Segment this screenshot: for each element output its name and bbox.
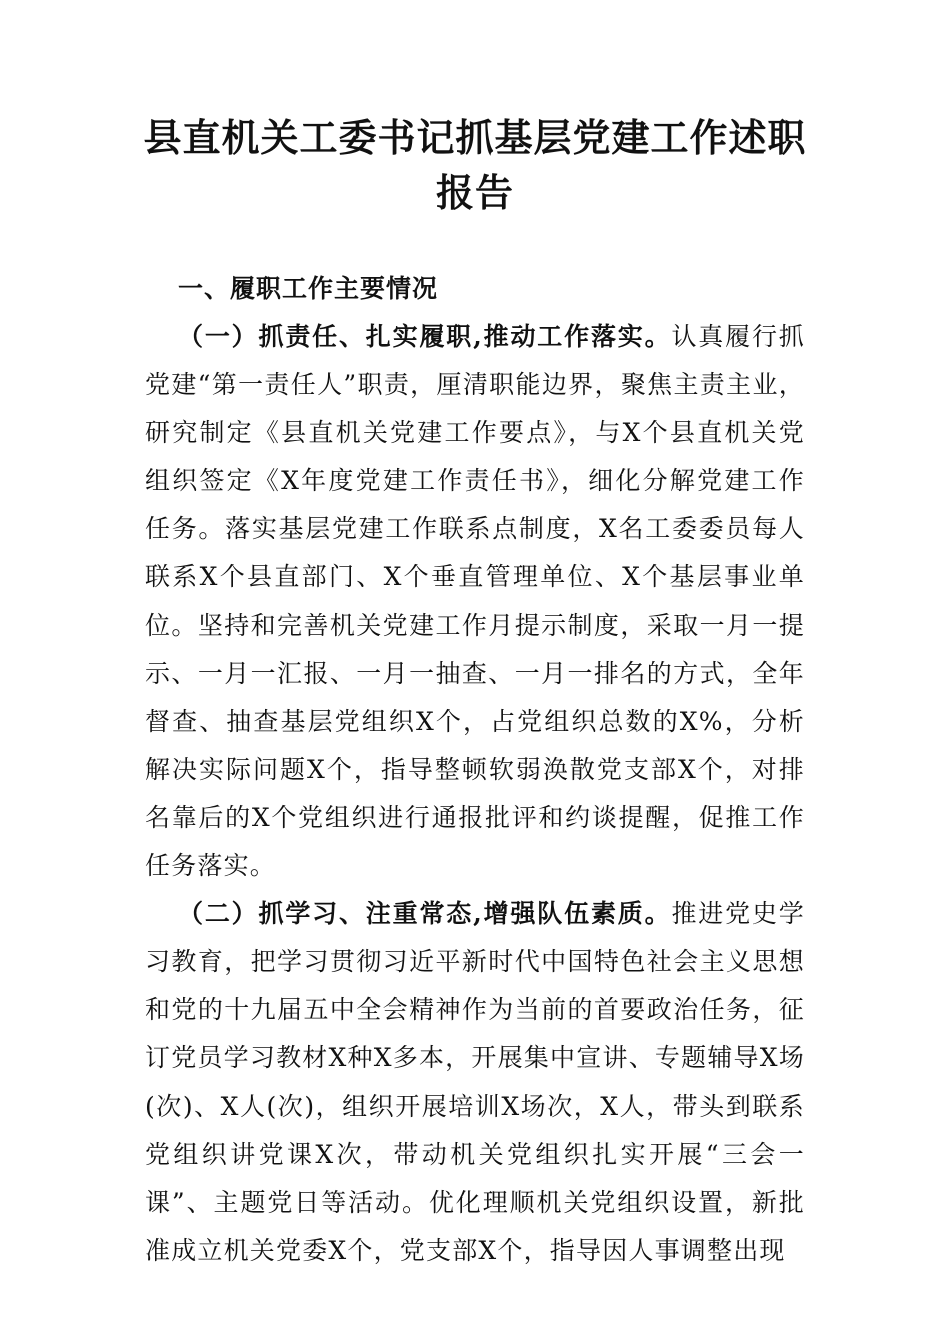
paragraph-2-text: 推进党史学习教育，把学习贯彻习近平新时代中国特色社会主义思想和党的十九届五中全会精神作为当前的首要政治任务，征订党员学习教材X种X多本，开展集中宣讲、专题辅导X场(次)、X人(次)，组织开展培训X场次，X人，带头到联系党组织讲党课X次，带动机关党组织扎实开展“三会一课”、主题党日等活动。优化理顺机关党组织设置，新批准成立机关党委X个，党支部X个，指导因人事调整出现 — [145, 899, 805, 1265]
paragraph-2 — [145, 890, 805, 1275]
paragraph-1 — [145, 313, 805, 890]
paragraph-2-lead: （二）抓学习、注重常态,增强队伍素质。 — [178, 899, 672, 929]
document-title: 县直机关工委书记抓基层党建工作述职报告 — [143, 115, 807, 215]
paragraph-1-text: 认真履行抓党建“第一责任人”职责，厘清职能边界，聚焦主责主业，研究制定《县直机关党建工作要点》，与X个县直机关党组织签定《X年度党建工作责任书》，细化分解党建工作任务。落实基层党建工作联系点制度，X名工委委员每人联系X个县直部门、X个垂直管理单位、X个基层事业单位。坚持和完善机关党建工作月提示制度，采取一月一提示、一月一汇报、一月一抽查、一月一排名的方式，全年督查、抽查基层党组织X个，占党组织总数的X%，分析解决实际问题X个，指导整顿软弱涣散党支部X个，对排名靠后的X个党组织进行通报批评和约谈提醒，促推工作任务落实。 — [145, 322, 805, 881]
document-body — [145, 265, 805, 1275]
section-heading: 一、履职工作主要情况 — [178, 274, 439, 303]
paragraph-1-lead: （一）抓责任、扎实履职,推动工作落实。 — [178, 322, 672, 351]
